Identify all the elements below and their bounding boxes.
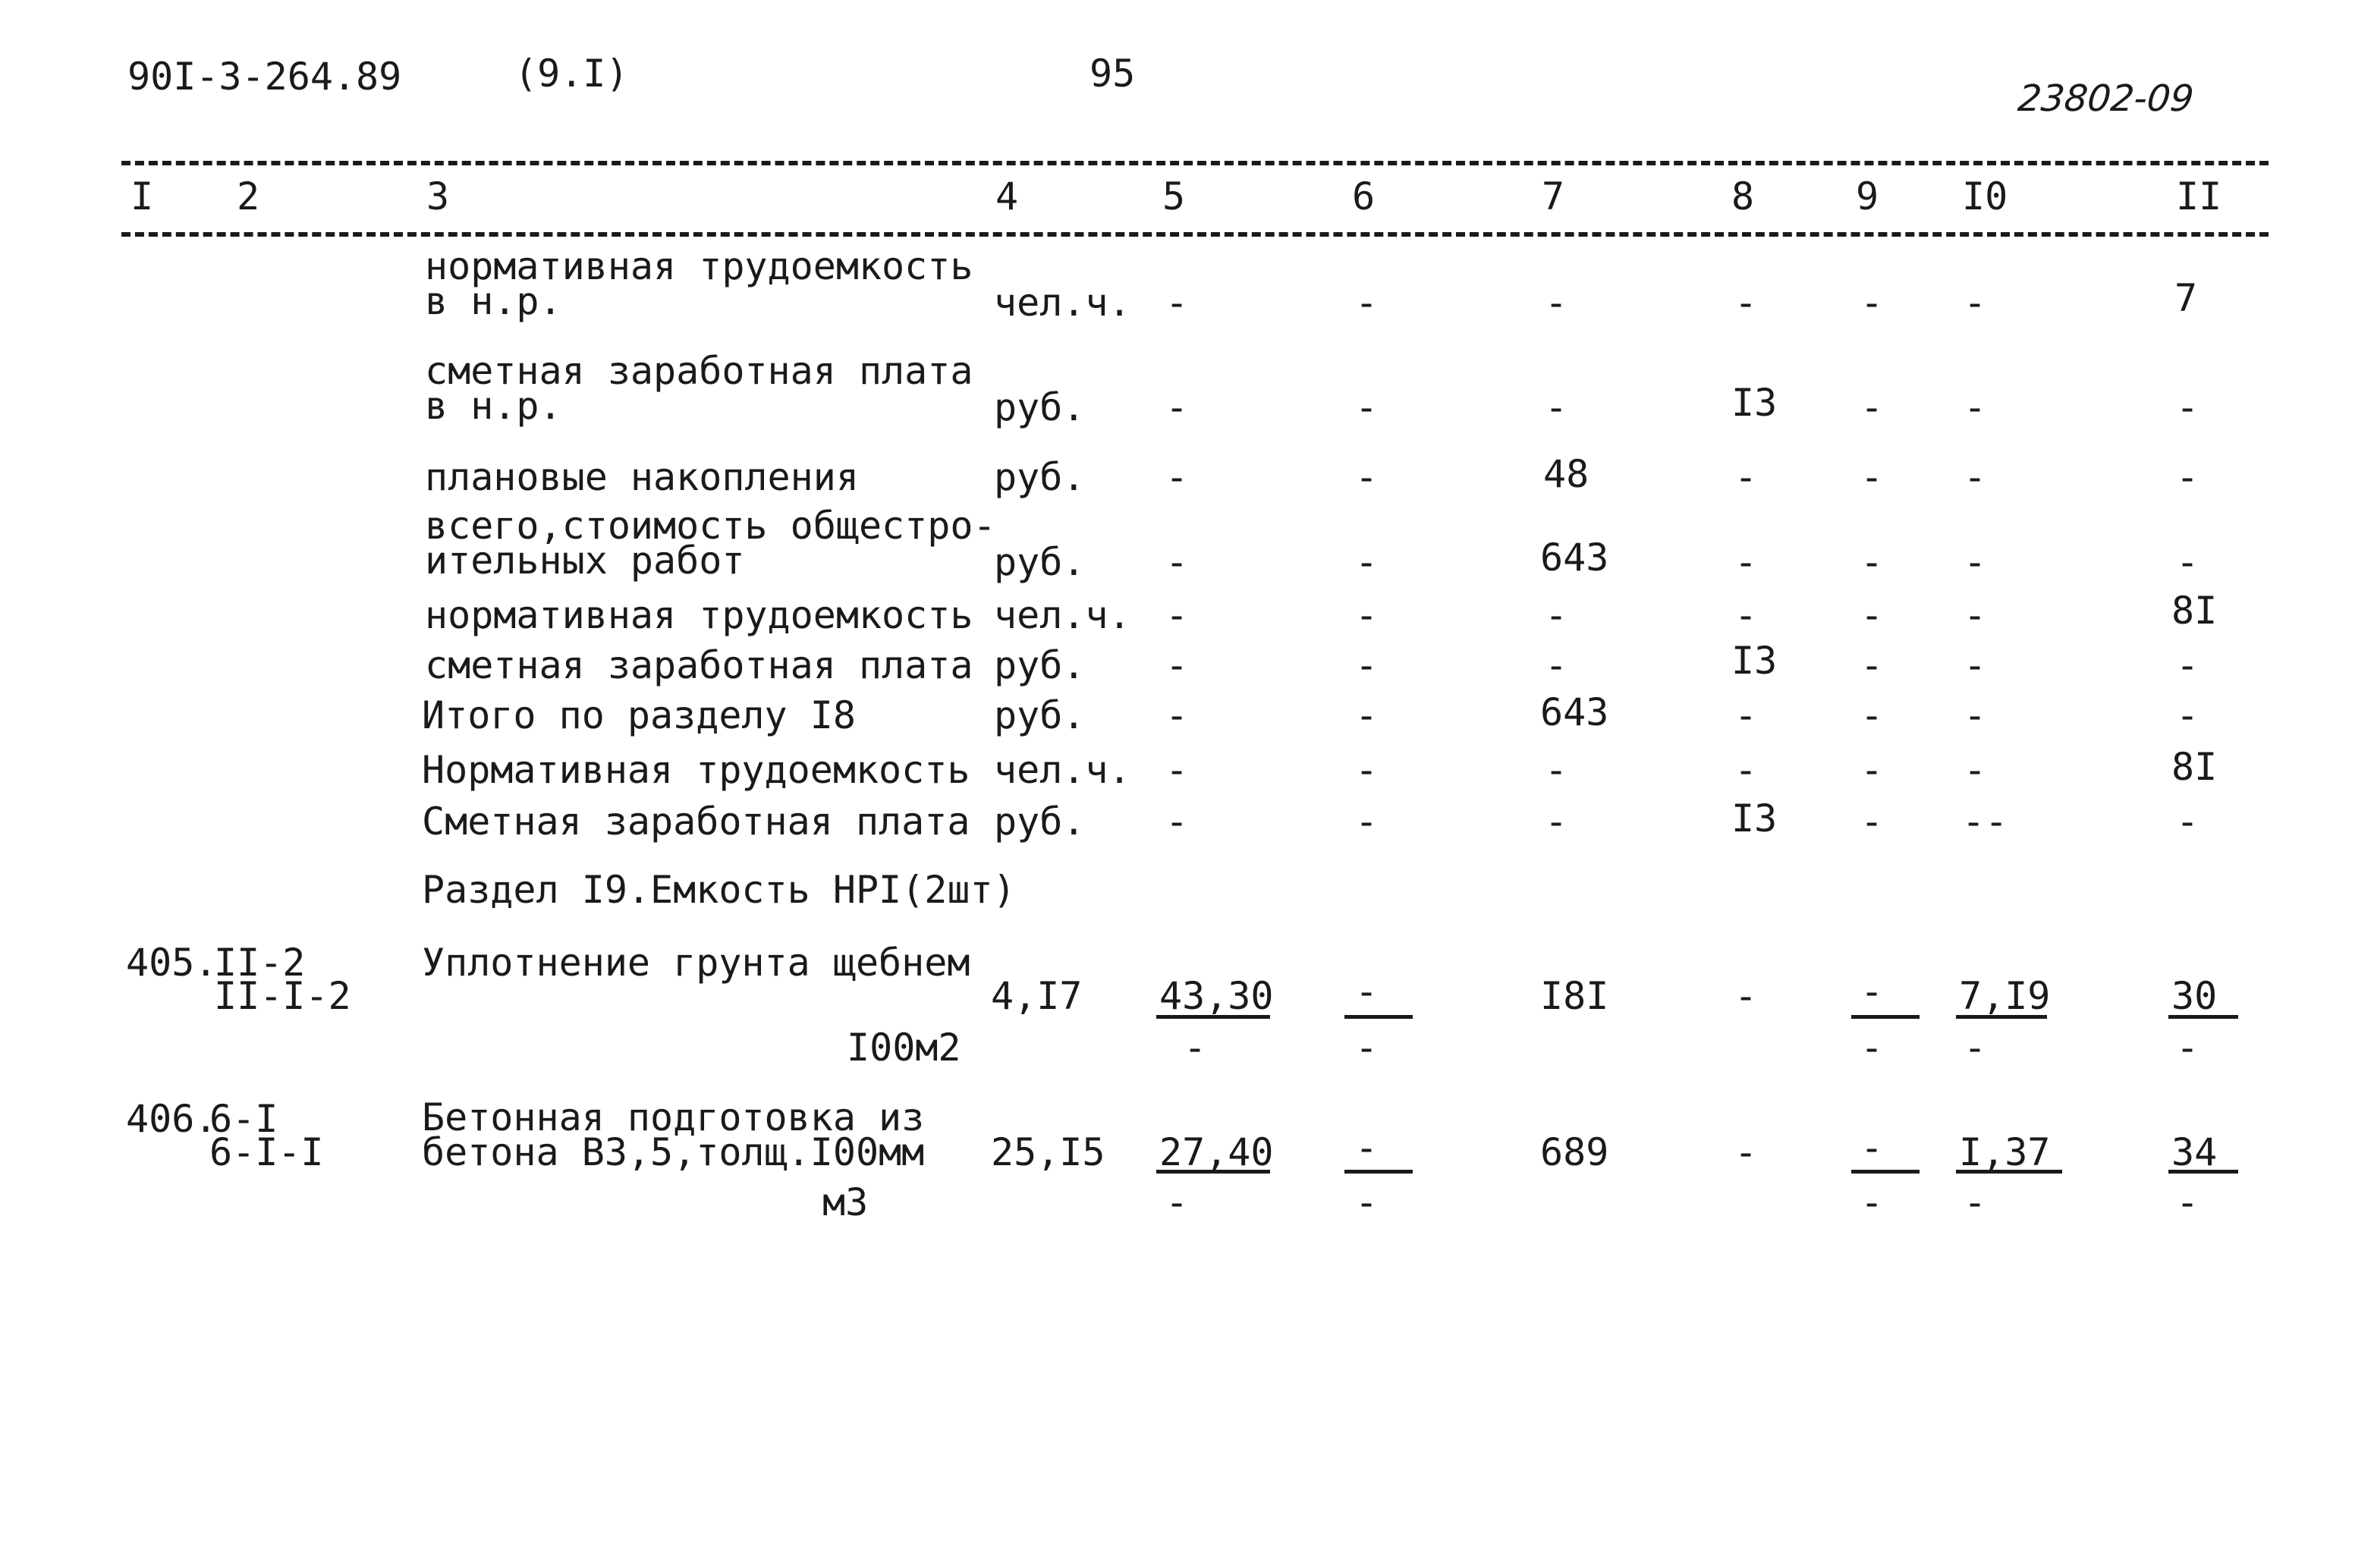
cell-col11: -	[2176, 643, 2199, 687]
cell-col6: -	[1355, 969, 1379, 1013]
item-unit: м3	[822, 1180, 869, 1224]
cell-col11-sub: -	[2176, 1026, 2199, 1070]
underline	[1344, 1015, 1413, 1019]
cell-col7: -	[1545, 593, 1568, 637]
cell-col5: -	[1165, 643, 1189, 687]
underline	[2168, 1015, 2238, 1019]
cell-col6: -	[1355, 1126, 1379, 1170]
underline	[2168, 1170, 2238, 1174]
cell-col5: -	[1165, 593, 1189, 637]
column-header-3: 3	[426, 174, 450, 218]
summary-row-name: Сметная заработная плата	[422, 800, 970, 844]
cell-col9: -	[1860, 693, 1884, 737]
cell-col11: 8I	[2171, 745, 2218, 789]
cell-col11: 30	[2171, 974, 2218, 1018]
column-header-10: I0	[1962, 174, 2008, 218]
cell-col9: -	[1860, 455, 1884, 499]
cell-col6: -	[1355, 693, 1379, 737]
cell-col5: -	[1165, 800, 1189, 844]
cell-col5: -	[1165, 455, 1189, 499]
cell-col10-sub: -	[1964, 1026, 1987, 1070]
summary-row-name: нормативная трудоемкость	[425, 593, 973, 637]
column-header-9: 9	[1856, 174, 1879, 218]
cell-col6: -	[1355, 748, 1379, 792]
summary-row-unit: чел.ч.	[994, 281, 1131, 325]
cell-col6-sub: -	[1355, 1026, 1379, 1070]
cell-col10: -	[1964, 281, 1987, 325]
cell-col11: -	[2176, 800, 2199, 844]
summary-row-unit: руб.	[994, 540, 1086, 584]
section-reference: (9.I)	[514, 52, 629, 96]
cell-col7: -	[1545, 748, 1568, 792]
column-header-8: 8	[1731, 174, 1755, 218]
cell-col10: 7,I9	[1959, 974, 2051, 1018]
cell-col8: I3	[1731, 639, 1778, 683]
summary-row-name: сметная заработная плата в н.р.	[425, 349, 973, 428]
column-header-4: 4	[995, 174, 1019, 218]
cell-col5-sub: -	[1165, 1180, 1189, 1224]
cell-col6: -	[1355, 643, 1379, 687]
item-number: 406.	[126, 1097, 218, 1141]
cell-col11: -	[2176, 455, 2199, 499]
cell-col9: -	[1860, 748, 1884, 792]
cell-col8: -	[1734, 693, 1758, 737]
cell-col11: 34	[2171, 1130, 2218, 1174]
item-quantity: 4,I7	[991, 974, 1083, 1018]
underline	[1851, 1015, 1920, 1019]
cell-col9: -	[1860, 385, 1884, 429]
column-header-6: 6	[1352, 174, 1376, 218]
cell-col7: -	[1545, 800, 1568, 844]
cell-col6: -	[1355, 593, 1379, 637]
header-bottom-rule	[121, 232, 2269, 237]
item-name: Уплотнение грунта щебнем	[422, 941, 970, 985]
cell-col10: -	[1964, 643, 1987, 687]
cell-col10: --	[1962, 800, 2008, 844]
cell-col5: 27,40	[1159, 1130, 1274, 1174]
cell-col5: -	[1165, 385, 1189, 429]
column-header-11: II	[2176, 174, 2222, 218]
cell-col10: -	[1964, 455, 1987, 499]
page-number: 95	[1090, 52, 1136, 96]
cell-col11: -	[2176, 385, 2199, 429]
summary-row-name: Итого по разделу I8	[422, 693, 856, 737]
cell-col8: -	[1734, 593, 1758, 637]
item-quantity: 25,I5	[991, 1130, 1105, 1174]
summary-row-unit: руб.	[994, 800, 1086, 844]
column-header-2: 2	[237, 174, 260, 218]
summary-row-name: плановые накопления	[425, 455, 859, 499]
underline	[1956, 1015, 2047, 1019]
column-header-7: 7	[1542, 174, 1565, 218]
cell-col8: -	[1734, 540, 1758, 584]
summary-row-unit: чел.ч.	[994, 748, 1131, 792]
column-header-5: 5	[1162, 174, 1186, 218]
cell-col5: -	[1165, 540, 1189, 584]
cell-col9: -	[1860, 540, 1884, 584]
cell-col9: -	[1860, 593, 1884, 637]
column-header-1: I	[130, 174, 154, 218]
cell-col9: -	[1860, 643, 1884, 687]
underline	[1956, 1170, 2062, 1174]
summary-row-name: всего,стоимость общестро- ительных работ	[425, 504, 996, 583]
cell-col10: -	[1964, 540, 1987, 584]
cell-col6: -	[1355, 540, 1379, 584]
cell-col8: -	[1734, 281, 1758, 325]
cell-col8: -	[1734, 748, 1758, 792]
cell-col9: -	[1860, 969, 1884, 1013]
cell-col9: -	[1860, 800, 1884, 844]
item-code-top: II-2	[214, 941, 306, 985]
summary-row-unit: чел.ч.	[994, 593, 1131, 637]
cell-col11: -	[2176, 540, 2199, 584]
cell-col6: -	[1355, 281, 1379, 325]
cell-col10: -	[1964, 693, 1987, 737]
cell-col10: I,37	[1959, 1130, 2051, 1174]
cell-col10: -	[1964, 748, 1987, 792]
cell-col7: 48	[1543, 452, 1589, 496]
cell-col10: -	[1964, 593, 1987, 637]
cell-col5: -	[1165, 693, 1189, 737]
cell-col7: -	[1545, 643, 1568, 687]
cell-col9: -	[1860, 281, 1884, 325]
item-code-bottom: 6-I-I	[209, 1130, 324, 1174]
cell-col8: -	[1734, 1130, 1758, 1174]
item-number: 405.	[126, 941, 218, 985]
summary-row-unit: руб.	[994, 385, 1086, 429]
cell-col11: 8I	[2171, 589, 2218, 633]
summary-row-unit: руб.	[994, 693, 1086, 737]
cell-col7: -	[1545, 281, 1568, 325]
cell-col7: 643	[1540, 690, 1609, 734]
summary-row-name: сметная заработная плата	[425, 643, 973, 687]
cell-col7: -	[1545, 385, 1568, 429]
cell-col11: 7	[2174, 276, 2198, 320]
cell-col7: 643	[1540, 536, 1609, 580]
cell-col6: -	[1355, 800, 1379, 844]
cell-col6-sub: -	[1355, 1180, 1379, 1224]
cell-col9: -	[1860, 1126, 1884, 1170]
underline	[1344, 1170, 1413, 1174]
document-code: 90I-3-264.89	[127, 55, 402, 99]
cell-col10: -	[1964, 385, 1987, 429]
inventory-number: 23802-09	[2016, 77, 2196, 120]
cell-col8: -	[1734, 974, 1758, 1018]
item-code-bottom: II-I-2	[214, 974, 351, 1018]
cell-col5: 43,30	[1159, 974, 1274, 1018]
header-top-rule	[121, 161, 2269, 165]
cell-col8: -	[1734, 455, 1758, 499]
item-unit: I00м2	[847, 1026, 961, 1070]
section-title: Раздел I9.Емкость НРI(2шт)	[422, 868, 1016, 912]
summary-row-unit: руб.	[994, 455, 1086, 499]
cell-col11-sub: -	[2176, 1180, 2199, 1224]
underline	[1851, 1170, 1920, 1174]
summary-row-name: Нормативная трудоемкость	[422, 748, 970, 792]
cell-col11: -	[2176, 693, 2199, 737]
cell-col5: -	[1165, 748, 1189, 792]
summary-row-unit: руб.	[994, 643, 1086, 687]
cell-col7: 689	[1540, 1130, 1609, 1174]
underline	[1156, 1015, 1270, 1019]
cell-col9-sub: -	[1860, 1026, 1884, 1070]
item-code-top: 6-I	[209, 1097, 278, 1141]
cell-col6: -	[1355, 385, 1379, 429]
underline	[1156, 1170, 1270, 1174]
cell-col5: -	[1165, 281, 1189, 325]
cell-col5-sub: -	[1184, 1026, 1207, 1070]
summary-row-name: нормативная трудоемкость в н.р.	[425, 244, 973, 323]
cell-col8: I3	[1731, 797, 1778, 841]
cell-col6: -	[1355, 455, 1379, 499]
item-name: Бетонная подготовка из бетона В3,5,толщ.I00мм	[422, 1095, 925, 1174]
cell-col8: I3	[1731, 381, 1778, 425]
cell-col7: I8I	[1540, 974, 1609, 1018]
cell-col9-sub: -	[1860, 1180, 1884, 1224]
cell-col10-sub: -	[1964, 1180, 1987, 1224]
